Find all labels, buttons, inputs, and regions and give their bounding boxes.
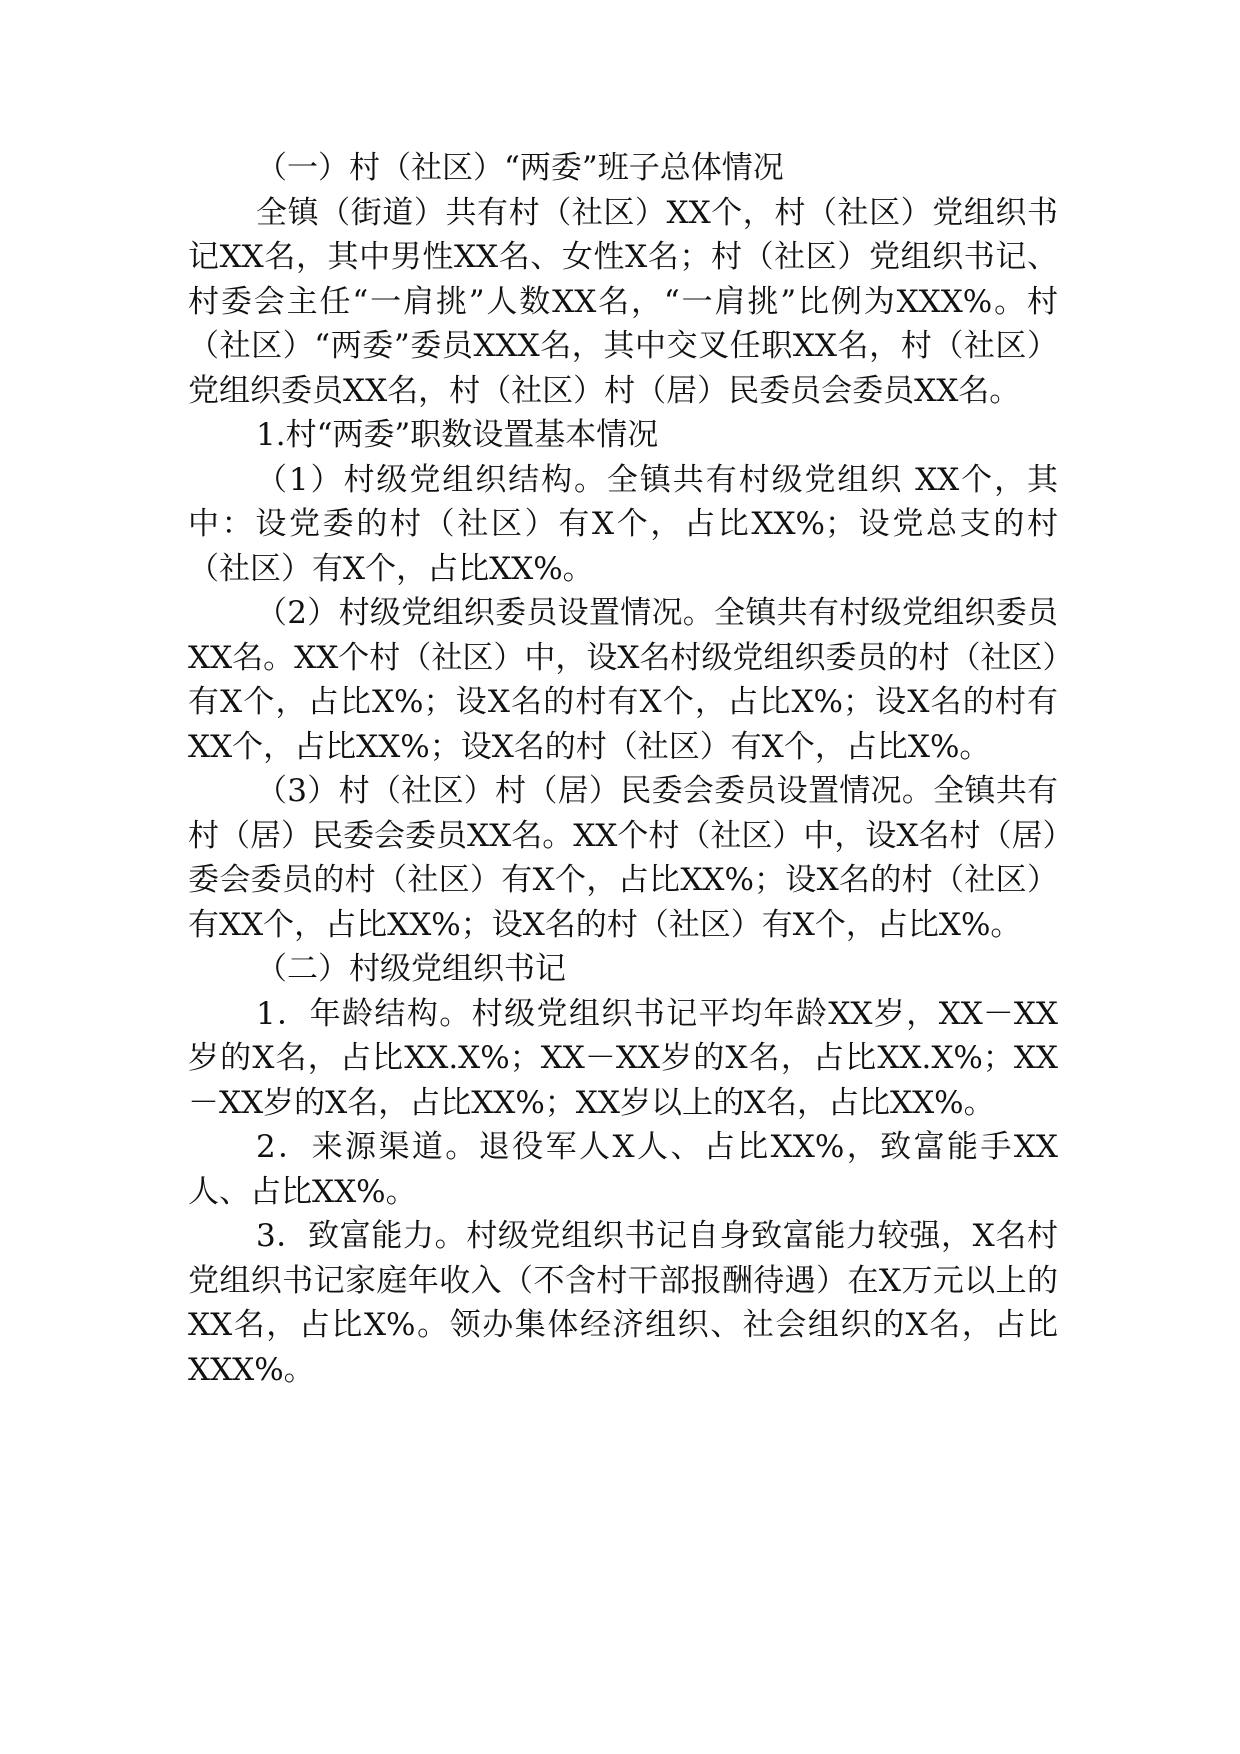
- paragraph-age-structure: 1．年龄结构。村级党组织书记平均年龄XX岁，XX－XX岁的X名，占比XX.X%；XX－XX岁的X名，占比XX.X%；XX－XX岁的X名，占比XX%；XX岁以上的X名，占比XX%。: [188, 995, 1058, 1121]
- paragraph-villager-committee-members: （3）村（社区）村（居）民委会委员设置情况。全镇共有村（居）民委会委员XX名。XX个村（社区）中，设X名村（居）委会委员的村（社区）有X个，占比XX%；设X名的村（社区）有XX个，占比XX%；设X名的村（社区）有X个，占比X%。: [188, 773, 1058, 943]
- paragraph-overall-summary: 全镇（街道）共有村（社区）XX个，村（社区）党组织书记XX名，其中男性XX名、女性X名；村（社区）党组织书记、村委会主任“一肩挑”人数XX名，“一肩挑”比例为XXX%。村（社区）“两委”委员XXX名，其中交叉任职XX名，村（社区）党组织委员XX名，村（社区）村（居）民委员会委员XX名。: [188, 194, 1058, 409]
- paragraph-source-channels: 2．来源渠道。退役军人X人、占比XX%，致富能手XX人、占比XX%。: [188, 1129, 1058, 1210]
- section-heading-overall: （一）村（社区）“两委”班子总体情况: [256, 150, 784, 186]
- section-heading-party-secretary: （二）村级党组织书记: [256, 951, 566, 987]
- document-page: [188, 146, 1058, 1392]
- paragraph-party-structure: （1）村级党组织结构。全镇共有村级党组织 XX个，其中：设党委的村（社区）有X个，占比XX%；设党总支的村（社区）有X个，占比XX%。: [188, 461, 1058, 587]
- subheading-position-setup: 1.村“两委”职数设置基本情况: [256, 417, 659, 453]
- paragraph-party-committee-members: （2）村级党组织委员设置情况。全镇共有村级党组织委员XX名。XX个村（社区）中，设X名村级党组织委员的村（社区）有X个，占比X%；设X名的村有X个，占比X%；设X名的村有XX个，占比XX%；设X名的村（社区）有X个，占比X%。: [188, 595, 1058, 765]
- paragraph-wealth-ability: 3．致富能力。村级党组织书记自身致富能力较强，X名村党组织书记家庭年收入（不含村干部报酬待遇）在X万元以上的XX名，占比X%。领办集体经济组织、社会组织的X名，占比XXX%。: [188, 1218, 1058, 1388]
